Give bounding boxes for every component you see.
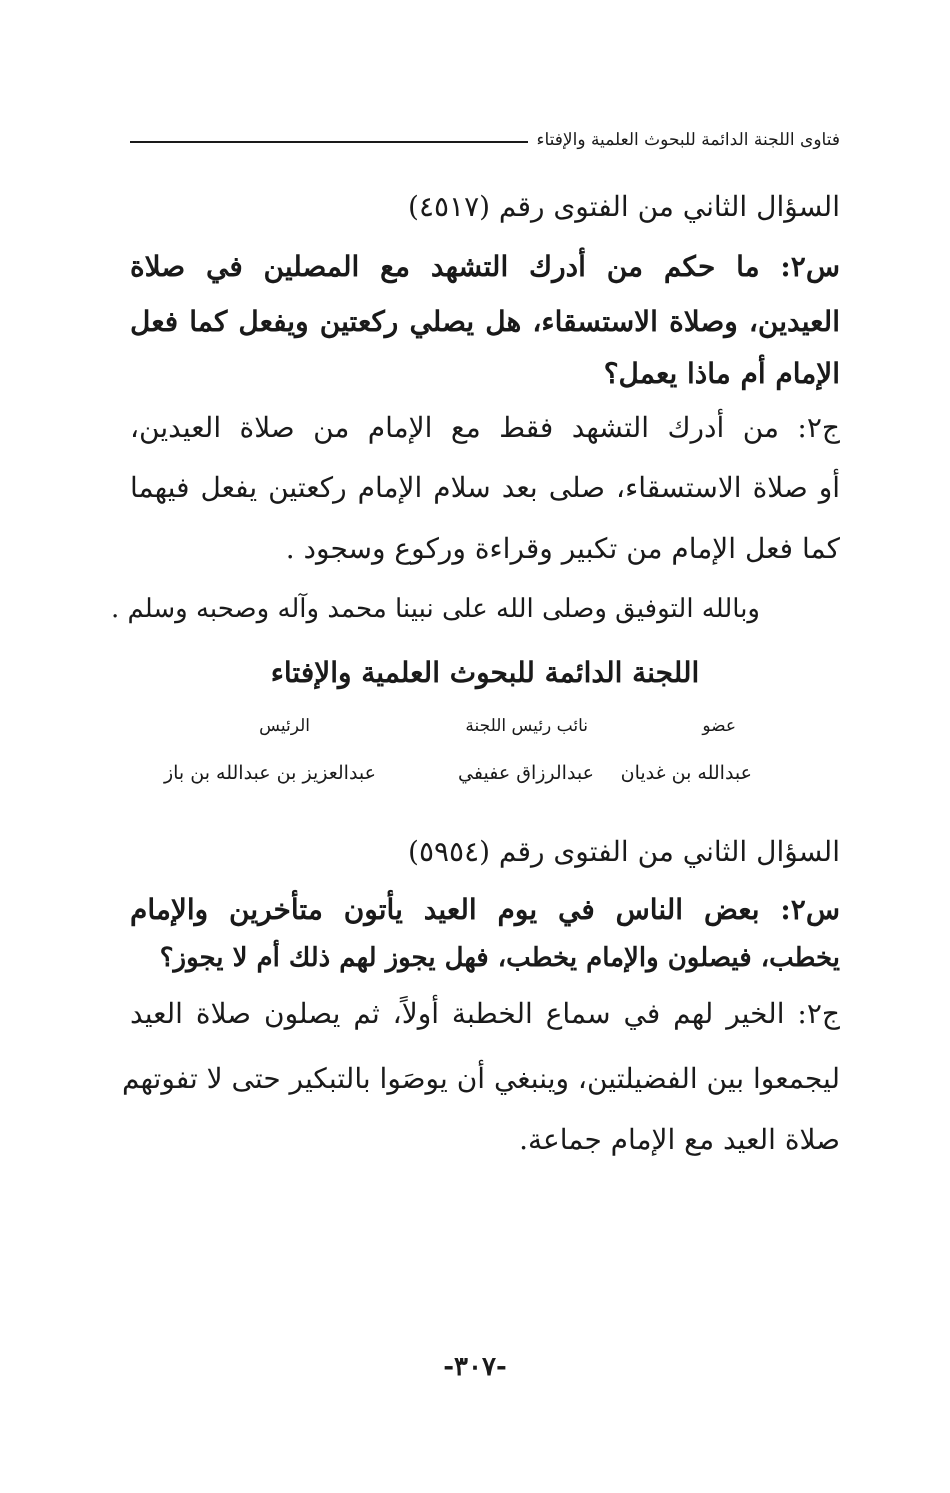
fatwa2-question-line-1: س٢: بعض الناس في يوم العيد يأتون متأخرين والإمام: [130, 893, 840, 926]
fatwa2-answer-line-2: ليجمعوا بين الفضيلتين، وينبغي أن يوصَوا بالتبكير حتى لا تفوتهم: [122, 1062, 840, 1095]
signature-name-chair: عبدالعزيز بن عبدالله بن باز: [163, 762, 376, 784]
running-title: فتاوى اللجنة الدائمة للبحوث العلمية والإفتاء: [536, 130, 840, 150]
fatwa1-answer-line-3: كما فعل الإمام من تكبير وقراءة وركوع وسجود .: [285, 532, 840, 565]
fatwa1-question-line-1: س٢: ما حكم من أدرك التشهد مع المصلين في صلاة: [130, 250, 840, 283]
fatwa2-answer-line-1: ج٢: الخير لهم في سماع الخطبة أولاً، ثم يصلون صلاة العيد: [130, 997, 840, 1030]
fatwa1-answer-line-1: ج٢: من أدرك التشهد فقط مع الإمام من صلاة العيدين،: [130, 411, 840, 444]
signature-role-chair: الرئيس: [259, 716, 310, 736]
header-rule: [130, 141, 528, 143]
fatwa1-answer-line-2: أو صلاة الاستسقاء، صلى بعد سلام الإمام ركعتين يفعل فيهما: [130, 471, 840, 504]
signature-name-member: عبدالله بن غديان: [620, 762, 752, 784]
committee-title: اللجنة الدائمة للبحوث العلمية والإفتاء: [270, 656, 700, 689]
fatwa1-closing: وبالله التوفيق وصلى الله على نبينا محمد وآله وصحبه وسلم .: [110, 594, 760, 624]
running-header: [130, 118, 840, 150]
fatwa1-heading: السؤال الثاني من الفتوى رقم (٤٥١٧): [408, 190, 840, 223]
signature-role-deputy: نائب رئيس اللجنة: [465, 716, 588, 736]
signature-name-deputy: عبدالرزاق عفيفي: [458, 762, 594, 784]
fatwa1-question-line-2: العيدين، وصلاة الاستسقاء، هل يصلي ركعتين ويفعل كما فعل: [130, 305, 840, 338]
fatwa2-heading: السؤال الثاني من الفتوى رقم (٥٩٥٤): [408, 835, 840, 868]
fatwa2-question-line-2: يخطب، فيصلون والإمام يخطب، فهل يجوز لهم ذلك أم لا يجوز؟: [159, 943, 840, 973]
signature-role-member: عضو: [702, 716, 736, 736]
fatwa1-question-line-3: الإمام أم ماذا يعمل؟: [603, 357, 840, 390]
fatwa2-answer-line-3: صلاة العيد مع الإمام جماعة.: [519, 1123, 840, 1156]
page-number: -٣٠٧-: [443, 1352, 507, 1382]
